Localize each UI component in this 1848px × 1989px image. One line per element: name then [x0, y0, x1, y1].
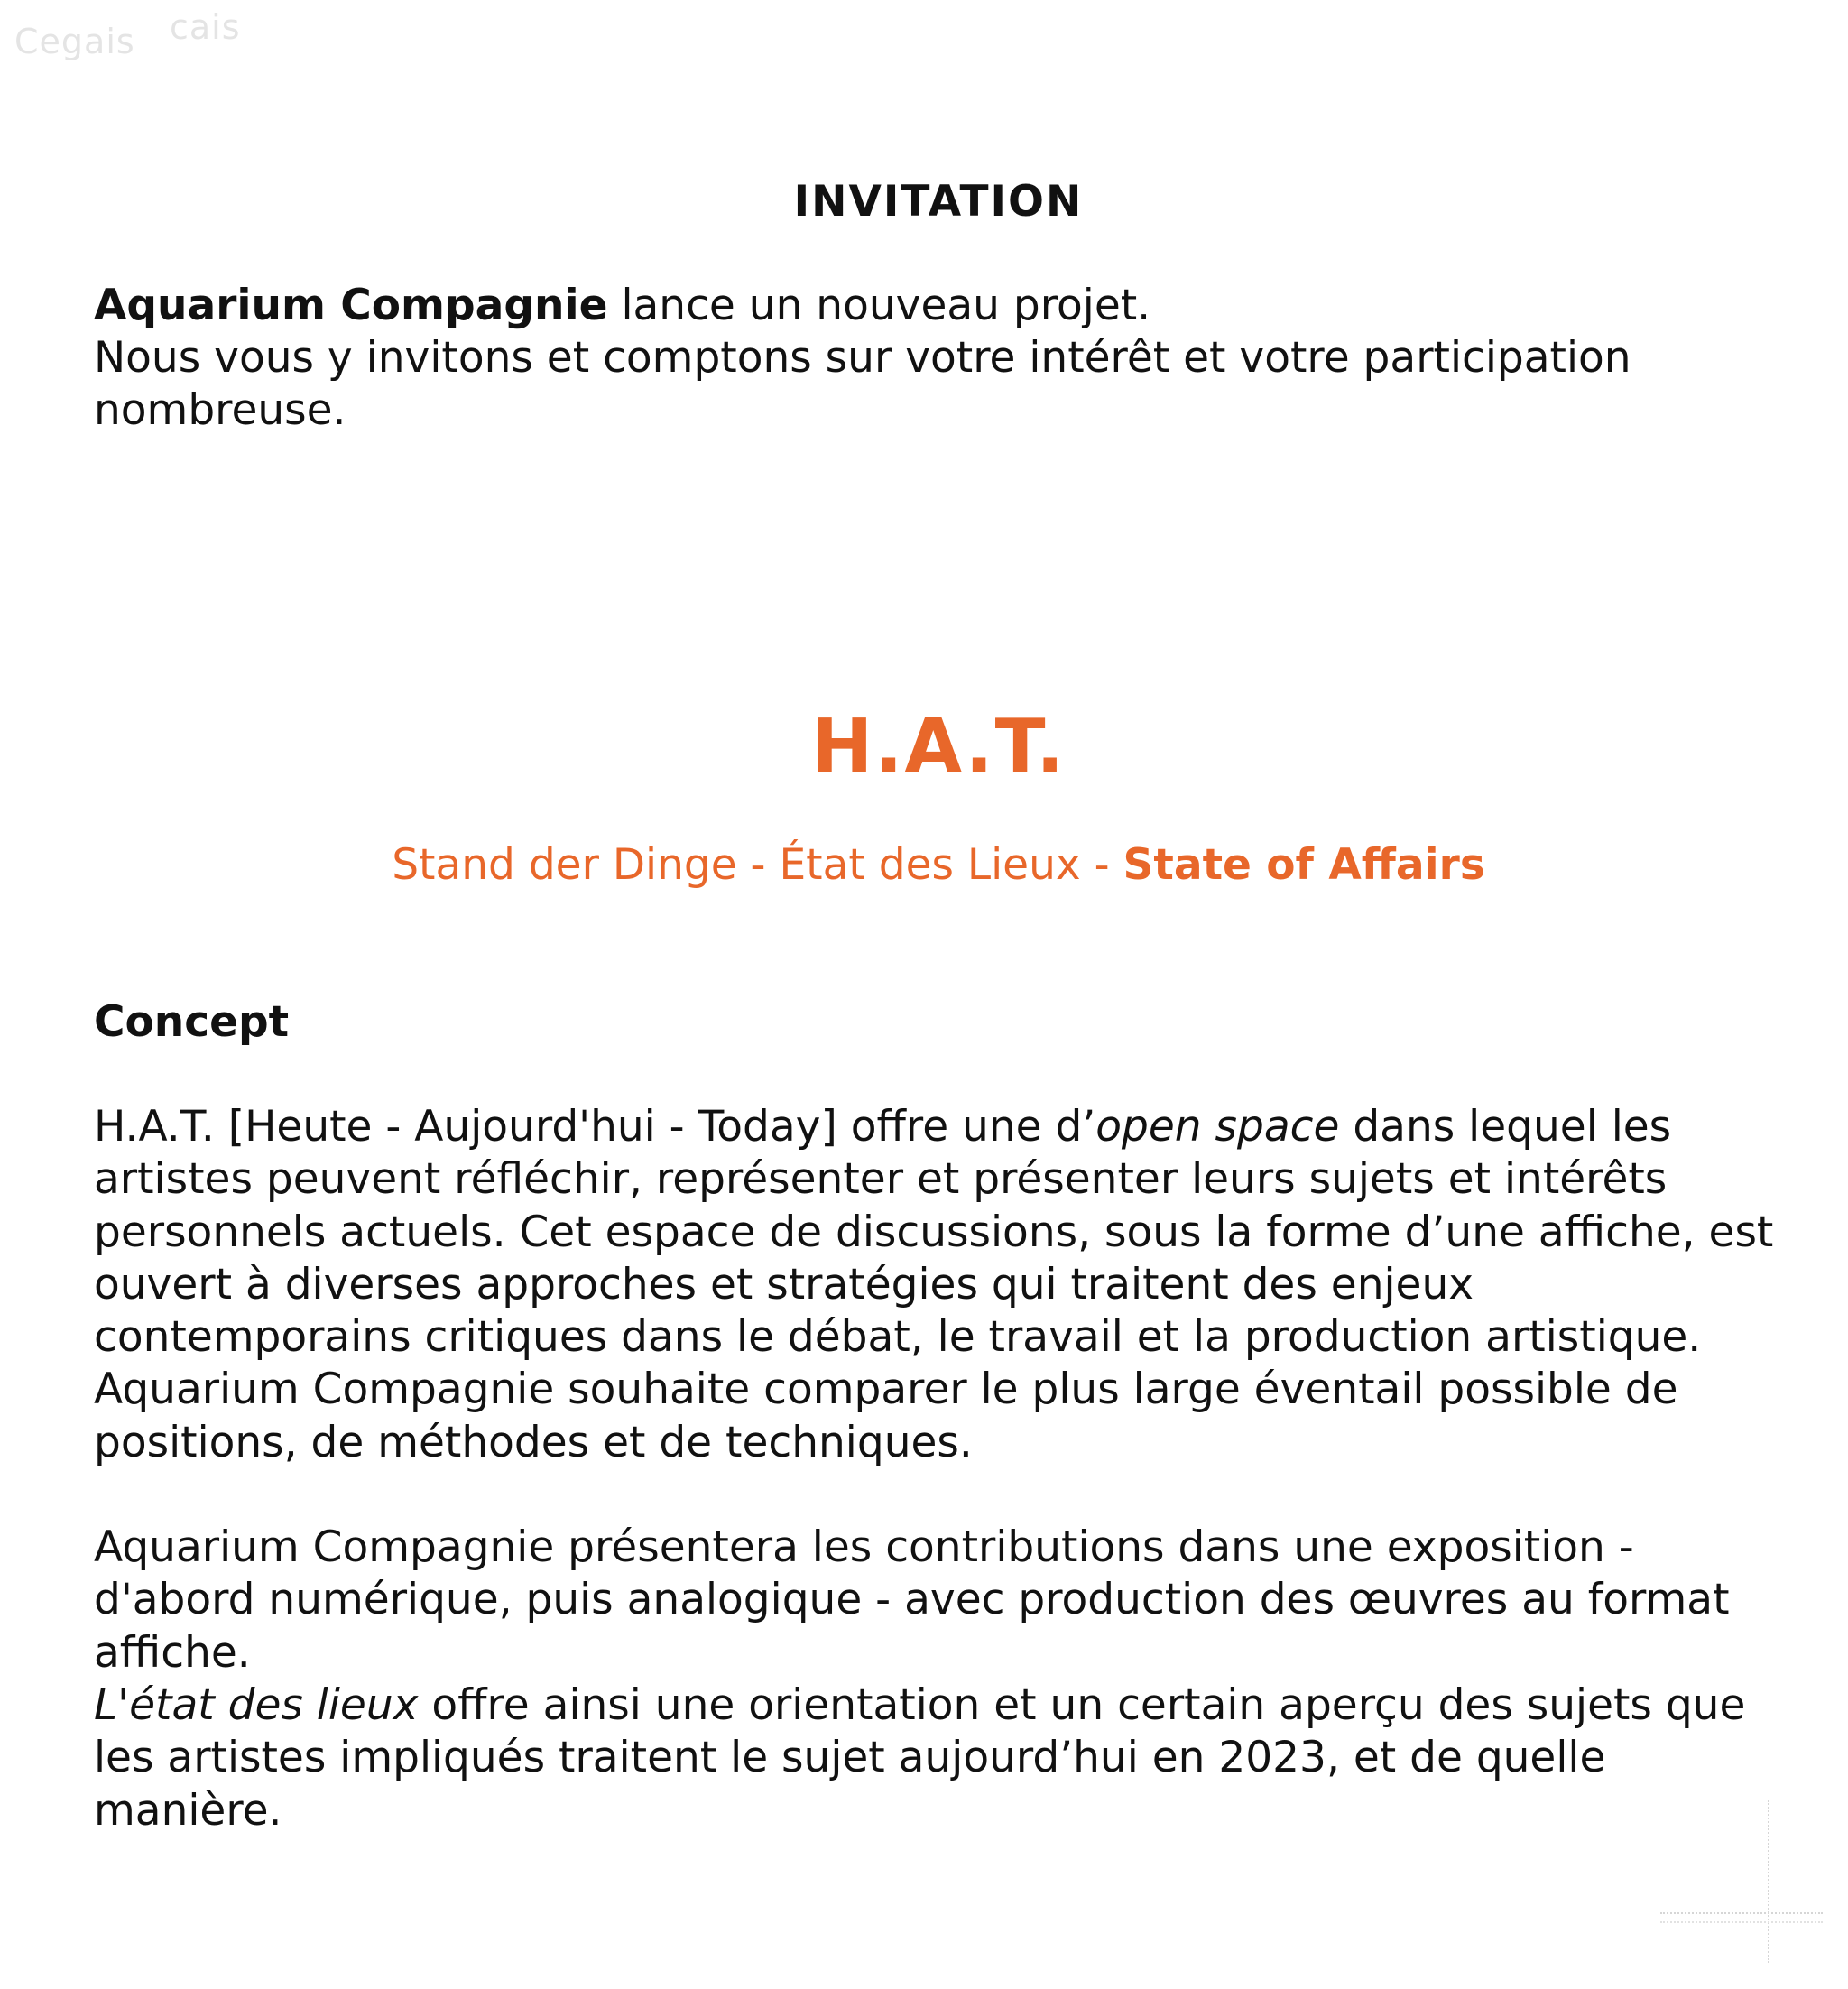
project-title: H.A.T.	[810, 704, 1067, 790]
concept-paragraph-2: Aquarium Compagnie présentera les contributions dans une exposition - d'abord numérique, puis analogique - avec production des œuvres au format affiche.	[94, 1522, 1730, 1678]
faint-mark-vertical	[1768, 1800, 1769, 1963]
org-name: Aquarium Compagnie	[94, 281, 608, 330]
p3-italic: L'état des lieux	[94, 1680, 419, 1730]
intro-line-2: Nous vous y invitons et comptons sur votre intérêt et votre participation nombreuse.	[94, 333, 1631, 435]
subtitle-regular: Stand der Dinge - État des Lieux -	[392, 840, 1123, 890]
ghost-text-left: Cegais	[14, 22, 135, 61]
subtitle-bold: State of Affairs	[1123, 840, 1485, 890]
p1-end: dans lequel les artistes peuvent réfléchir, représenter et présenter leurs sujets et intérêts personnels actuels. Cet espace de discussions, sous la forme d’une affiche, est ouvert à diverses approches et stratégies qui traitent des enjeux contemporains critiques dans le débat, le travail et la production artistique. Aquarium Compagnie souhaite comparer le plus large éventail possible de positions, de méthodes et de techniques.	[94, 1102, 1774, 1467]
invitation-intro	[94, 280, 1790, 437]
invitation-title: INVITATION	[793, 177, 1084, 227]
faint-mark-horizontal	[1660, 1912, 1823, 1923]
concept-paragraph-1	[94, 1101, 1790, 1469]
intro-line-1	[94, 280, 1790, 332]
intro-line-1-rest: lance un nouveau projet.	[607, 281, 1151, 330]
p1-italic: open space	[1095, 1102, 1340, 1152]
concept-paragraph-3	[94, 1679, 1790, 1837]
ghost-text-right: cais	[170, 7, 241, 47]
p1-start: H.A.T. [Heute - Aujourd'hui - Today] offre une d’	[94, 1102, 1096, 1152]
p3-rest: offre ainsi une orientation et un certain aperçu des sujets que les artistes impliqués traitent le sujet aujourd’hui en 2023, et de quelle manière.	[94, 1680, 1746, 1836]
project-subtitle	[0, 839, 1848, 892]
concept-heading: Concept	[94, 997, 290, 1047]
